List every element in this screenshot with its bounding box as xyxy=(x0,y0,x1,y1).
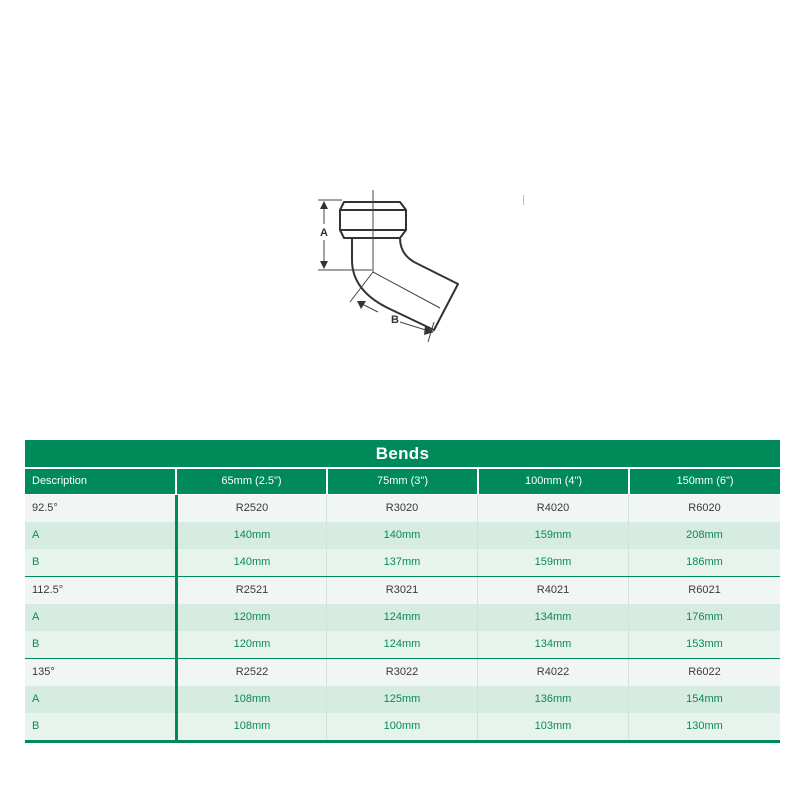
table-cell: 103mm xyxy=(477,713,628,740)
table-cell: R4021 xyxy=(477,577,628,604)
table-cell: 176mm xyxy=(628,604,780,631)
table-cell: R6021 xyxy=(628,577,780,604)
table-row xyxy=(25,549,780,576)
table-cell: 159mm xyxy=(477,549,628,576)
table-cell: 108mm xyxy=(175,713,326,740)
table-cell: R3021 xyxy=(326,577,477,604)
table-cell: R4020 xyxy=(477,495,628,522)
table-cell: 100mm xyxy=(326,713,477,740)
table-cell: 108mm xyxy=(175,686,326,713)
table-cell: 120mm xyxy=(175,631,326,658)
table-row xyxy=(25,686,780,713)
table-cell: 140mm xyxy=(326,522,477,549)
bend-diagram xyxy=(300,180,480,350)
row-description-cell: B xyxy=(32,638,40,650)
table-cell: 125mm xyxy=(326,686,477,713)
row-description-cell: A xyxy=(32,611,40,623)
table-cell: R6022 xyxy=(628,659,780,686)
dimension-label-b: B xyxy=(391,314,399,326)
table-cell: 208mm xyxy=(628,522,780,549)
table-cell: 130mm xyxy=(628,713,780,740)
table-cell: R4022 xyxy=(477,659,628,686)
table-row xyxy=(25,604,780,631)
stray-mark xyxy=(523,195,524,205)
row-description-cell: A xyxy=(32,693,40,705)
table-cell: 159mm xyxy=(477,522,628,549)
table-cell: 153mm xyxy=(628,631,780,658)
column-header-100mm: 100mm (4") xyxy=(477,469,628,494)
table-cell: 137mm xyxy=(326,549,477,576)
table-cell: 124mm xyxy=(326,604,477,631)
column-header-150mm: 150mm (6") xyxy=(628,469,780,494)
table-row xyxy=(25,713,780,740)
table-cell: R6020 xyxy=(628,495,780,522)
bend-body xyxy=(352,238,458,330)
table-cell: 134mm xyxy=(477,631,628,658)
table-cell: 124mm xyxy=(326,631,477,658)
row-description-cell: 112.5° xyxy=(32,584,64,596)
table-row xyxy=(25,522,780,549)
table-header-row xyxy=(25,469,780,495)
table-title: Bends xyxy=(25,440,780,469)
column-header-description: Description xyxy=(32,475,88,487)
row-description-cell: 135° xyxy=(32,666,55,678)
table-cell: 154mm xyxy=(628,686,780,713)
row-description-cell: 92.5° xyxy=(32,502,58,514)
column-header-75mm: 75mm (3") xyxy=(326,469,477,494)
table-cell: R2520 xyxy=(175,495,326,522)
table-cell: 186mm xyxy=(628,549,780,576)
dimension-label-a: A xyxy=(320,227,328,239)
row-description-cell: A xyxy=(32,529,40,541)
table-row xyxy=(25,495,780,522)
table-cell: R3020 xyxy=(326,495,477,522)
table-cell: 140mm xyxy=(175,522,326,549)
table-row xyxy=(25,658,780,686)
table-body xyxy=(25,495,780,743)
table-cell: 120mm xyxy=(175,604,326,631)
row-description-cell: B xyxy=(32,556,40,568)
table-cell: R2522 xyxy=(175,659,326,686)
table-cell: R2521 xyxy=(175,577,326,604)
column-header-65mm: 65mm (2.5") xyxy=(175,469,326,494)
table-row xyxy=(25,576,780,604)
table-cell: R3022 xyxy=(326,659,477,686)
table-cell: 136mm xyxy=(477,686,628,713)
table-cell: 140mm xyxy=(175,549,326,576)
row-description-cell: B xyxy=(32,720,40,732)
table-cell: 134mm xyxy=(477,604,628,631)
bends-table xyxy=(25,440,780,743)
table-row xyxy=(25,631,780,658)
